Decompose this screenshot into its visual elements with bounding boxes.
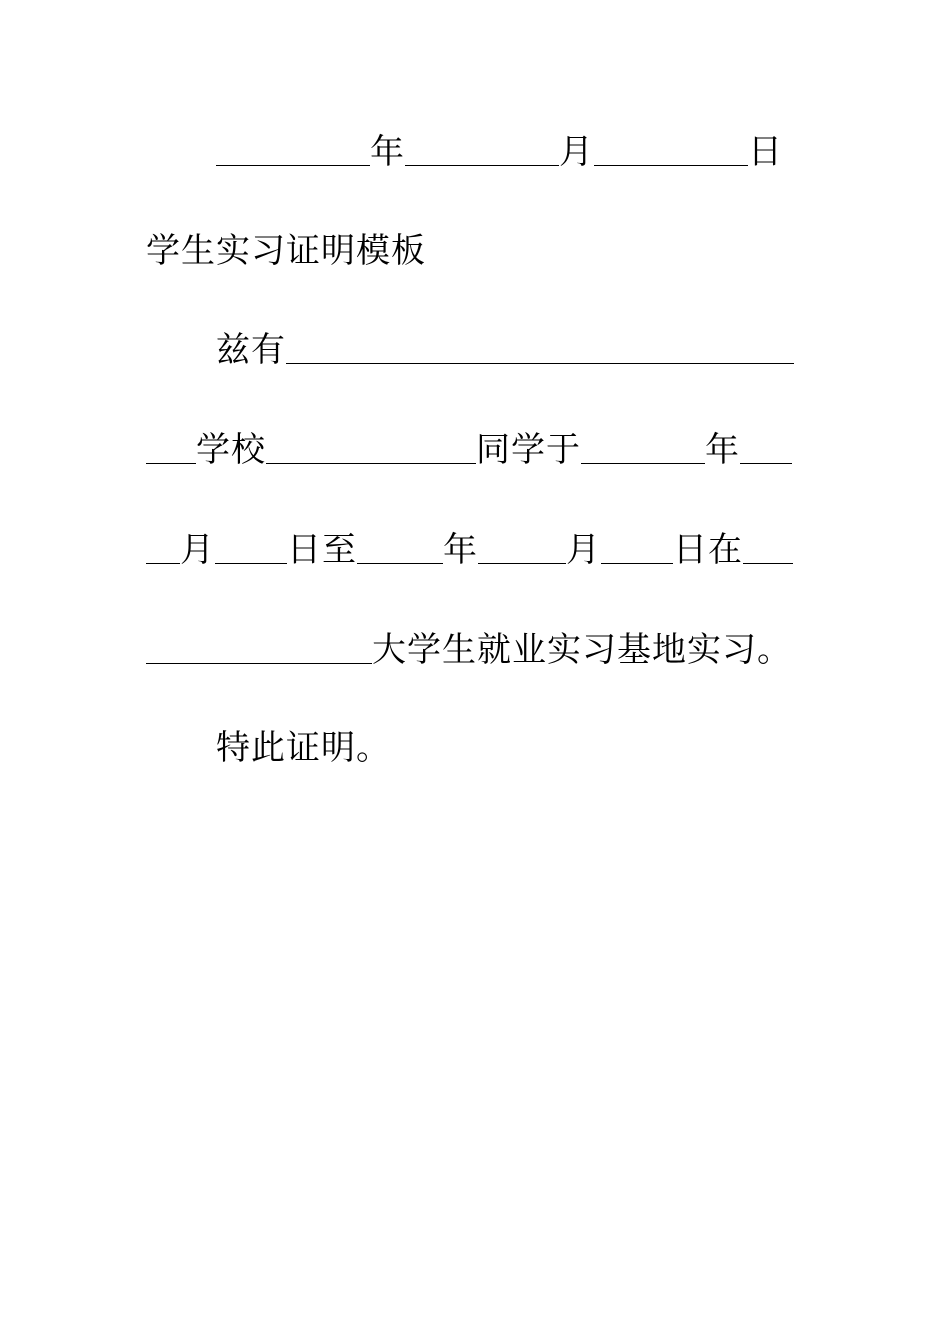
school-line bbox=[146, 430, 792, 470]
base-text: 大学生就业实习基地实习。 bbox=[372, 630, 792, 670]
date-year-label: 年 bbox=[370, 132, 405, 172]
date-day-label: 日 bbox=[748, 132, 783, 172]
title-text: 学生实习证明模板 bbox=[146, 231, 426, 271]
organization-blank[interactable] bbox=[286, 362, 794, 364]
day-blank[interactable] bbox=[594, 164, 748, 166]
closing-text: 特此证明。 bbox=[216, 728, 391, 768]
start-month-label: 月 bbox=[180, 530, 215, 570]
base-name-blank-part2[interactable] bbox=[146, 662, 372, 664]
intro-line bbox=[216, 330, 794, 370]
intro-text: 兹有 bbox=[216, 330, 286, 370]
document-title bbox=[146, 231, 426, 271]
end-day-blank[interactable] bbox=[601, 562, 673, 564]
end-day-at-label: 日在 bbox=[673, 530, 743, 570]
closing-line bbox=[216, 728, 391, 768]
end-month-label: 月 bbox=[566, 530, 601, 570]
start-day-blank[interactable] bbox=[215, 562, 287, 564]
start-day-to-label: 日至 bbox=[287, 530, 357, 570]
start-year-label: 年 bbox=[705, 430, 740, 470]
start-year-blank[interactable] bbox=[581, 462, 705, 464]
start-month-blank-part1[interactable] bbox=[740, 462, 792, 464]
date-range-line bbox=[146, 530, 793, 570]
base-line bbox=[146, 630, 792, 670]
end-year-label: 年 bbox=[443, 530, 478, 570]
student-name-blank[interactable] bbox=[266, 462, 476, 464]
start-month-blank-part2[interactable] bbox=[146, 562, 180, 564]
school-name-blank[interactable] bbox=[146, 462, 196, 464]
base-name-blank-part1[interactable] bbox=[743, 562, 793, 564]
student-since-label: 同学于 bbox=[476, 430, 581, 470]
date-month-label: 月 bbox=[559, 132, 594, 172]
date-line bbox=[216, 132, 783, 172]
year-blank[interactable] bbox=[216, 164, 370, 166]
end-month-blank[interactable] bbox=[478, 562, 566, 564]
month-blank[interactable] bbox=[405, 164, 559, 166]
end-year-blank[interactable] bbox=[357, 562, 443, 564]
school-label: 学校 bbox=[196, 430, 266, 470]
